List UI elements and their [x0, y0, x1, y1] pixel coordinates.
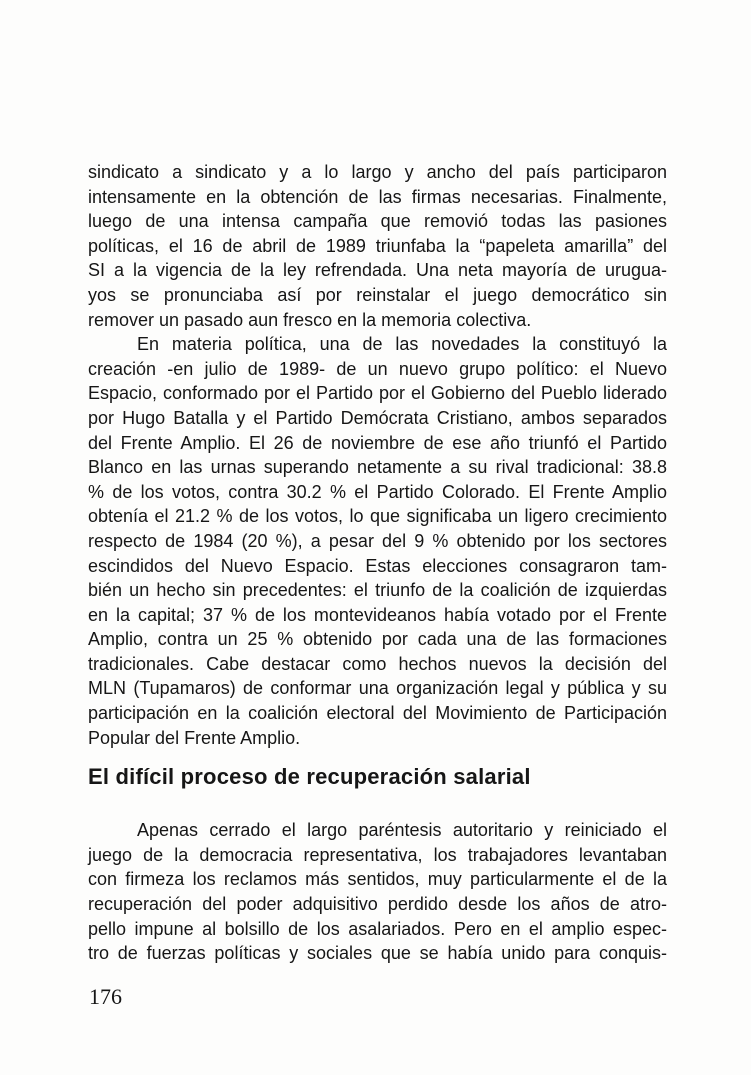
- text-line: con firmeza los reclamos más sentidos, muy particularmente el de la: [88, 869, 667, 890]
- text-line: SI a la vigencia de la ley refrendada. Una neta mayoría de urugua-: [88, 260, 667, 281]
- text-line: intensamente en la obtención de las firmas necesarias. Finalmente,: [88, 186, 667, 207]
- text-line: pello impune al bolsillo de los asalariados. Pero en el amplio espec-: [88, 918, 667, 939]
- text-line: Popular del Frente Amplio.: [88, 727, 301, 748]
- text-line: Amplio, contra un 25 % obtenido por cada una de las formaciones: [88, 629, 667, 650]
- text-line: Espacio, conformado por el Partido por el Gobierno del Pueblo liderado: [88, 383, 667, 404]
- paragraph: [88, 160, 667, 332]
- text-line: remover un pasado aun fresco en la memoria colectiva.: [88, 309, 532, 330]
- text-line: juego de la democracia representativa, los trabajadores levantaban: [88, 844, 667, 865]
- text-line: escindidos del Nuevo Espacio. Estas elecciones consagraron tam-: [88, 555, 667, 576]
- text-line: obtenía el 21.2 % de los votos, lo que significaba un ligero crecimiento: [88, 506, 667, 527]
- text-line: yos se pronunciaba así por reinstalar el juego democrático sin: [88, 284, 667, 305]
- text-line: participación en la coalición electoral del Movimiento de Participación: [88, 703, 667, 724]
- paragraph: [88, 818, 667, 966]
- text-line: En materia política, una de las novedades la constituyó la: [137, 334, 667, 355]
- text-block: [88, 160, 667, 966]
- text-line: luego de una intensa campaña que removió todas las pasiones: [88, 211, 667, 232]
- text-line: MLN (Tupamaros) de conformar una organización legal y pública y su: [88, 678, 667, 699]
- text-line: tradicionales. Cabe destacar como hechos nuevos la decisión del: [88, 653, 667, 674]
- text-line: en la capital; 37 % de los montevideanos había votado por el Frente: [88, 604, 667, 625]
- text-line: sindicato a sindicato y a lo largo y ancho del país participaron: [88, 162, 667, 182]
- paragraph: [88, 332, 667, 750]
- section-heading: El difícil proceso de recuperación salarial: [88, 764, 531, 790]
- text-line: Apenas cerrado el largo paréntesis autoritario y reiniciado el: [137, 820, 667, 841]
- text-line: bién un hecho sin precedentes: el triunfo de la coalición de izquierdas: [88, 580, 667, 601]
- text-line: por Hugo Batalla y el Partido Demócrata Cristiano, ambos separados: [88, 407, 667, 428]
- text-line: políticas, el 16 de abril de 1989 triunfaba la “papeleta amarilla” del: [88, 235, 667, 256]
- text-line: % de los votos, contra 30.2 % el Partido Colorado. El Frente Amplio: [88, 481, 667, 502]
- text-line: recuperación del poder adquisitivo perdido desde los años de atro-: [88, 894, 667, 915]
- text-line: tro de fuerzas políticas y sociales que se había unido para conquis-: [88, 943, 667, 964]
- text-line: Blanco en las urnas superando netamente a su rival tradicional: 38.8: [88, 457, 667, 478]
- page-number: 176: [89, 984, 122, 1009]
- text-line: creación -en julio de 1989- de un nuevo grupo político: el Nuevo: [88, 358, 667, 379]
- text-line: respecto de 1984 (20 %), a pesar del 9 % obtenido por los sectores: [88, 530, 667, 551]
- text-line: del Frente Amplio. El 26 de noviembre de ese año triunfó el Partido: [88, 432, 667, 453]
